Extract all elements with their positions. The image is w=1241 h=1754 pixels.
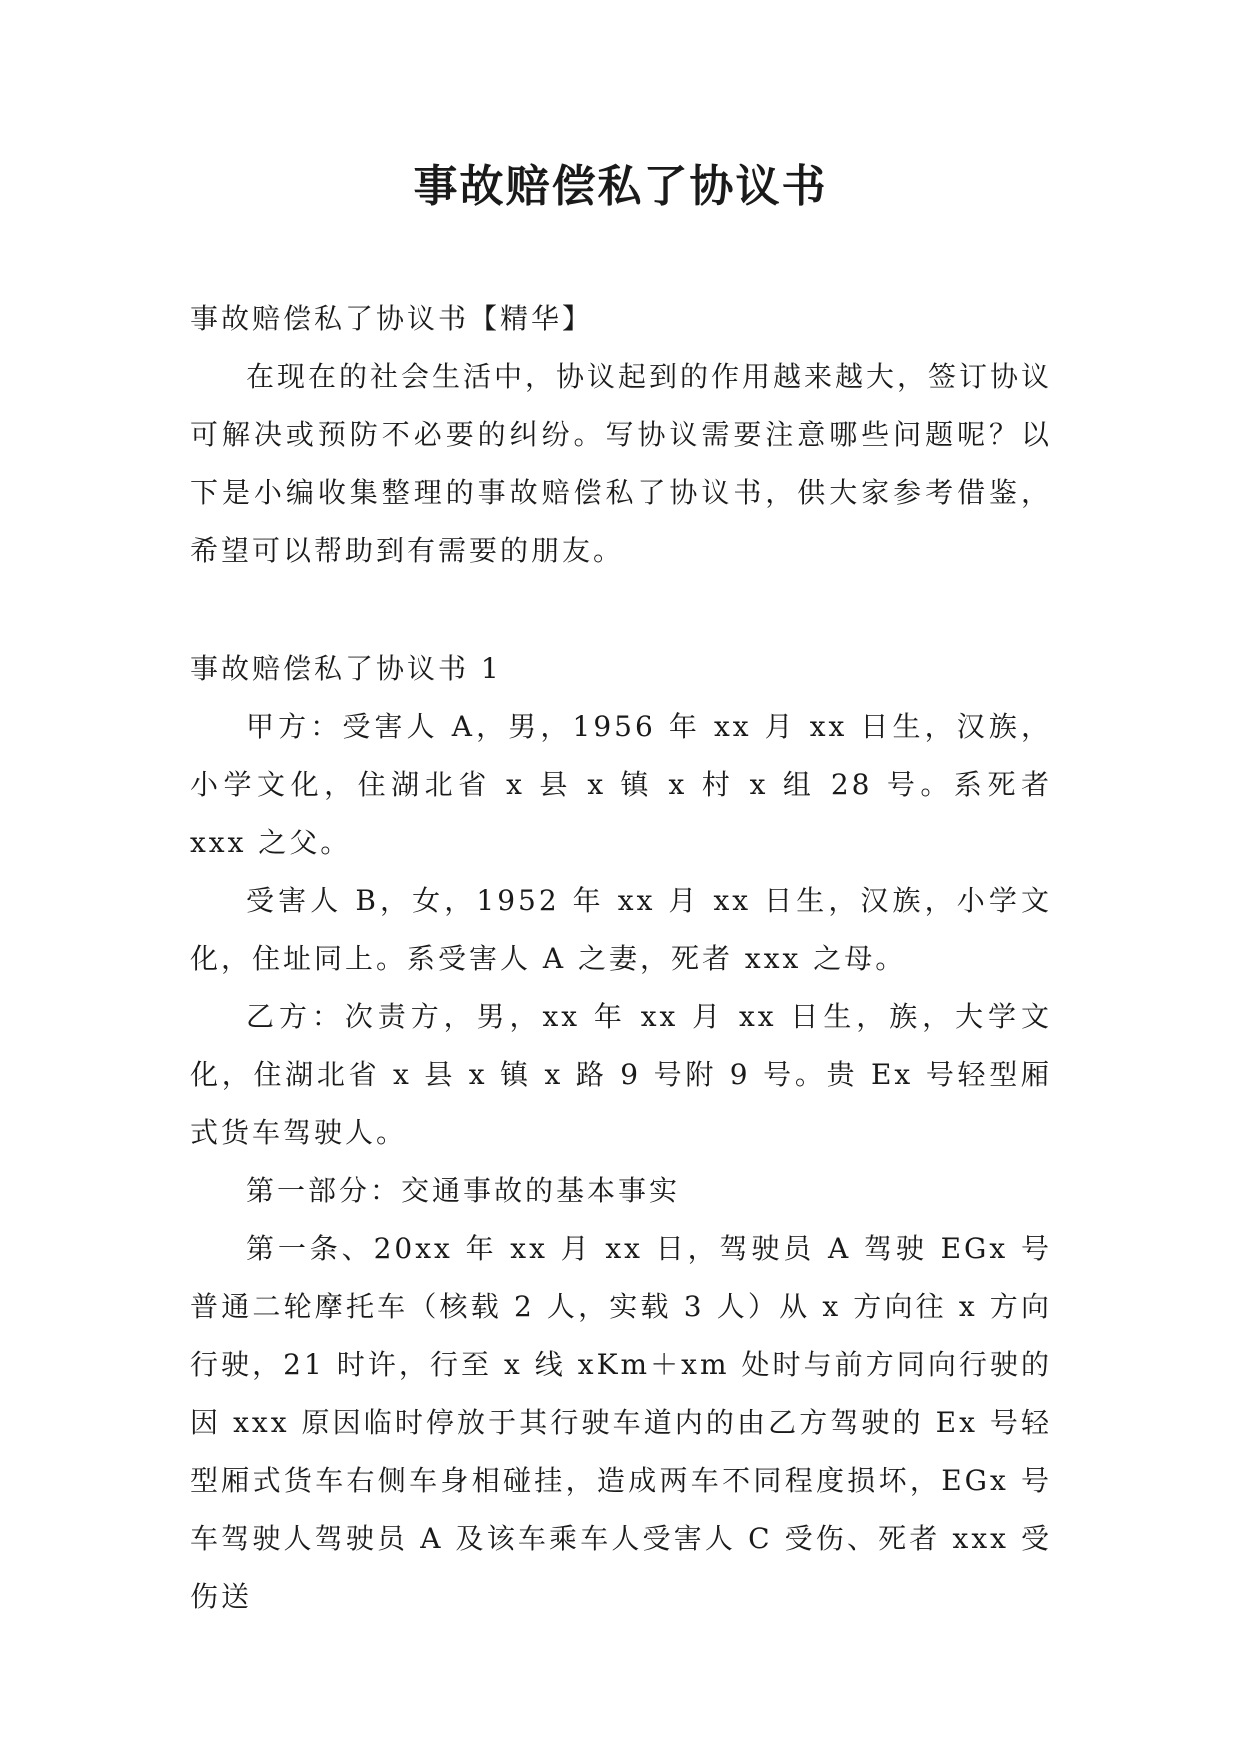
part-one-heading: 第一部分：交通事故的基本事实 [246, 1174, 681, 1207]
document-subtitle: 事故赔偿私了协议书【精华】 [190, 302, 594, 335]
article-one-paragraph: 第一条、20xx 年 xx 月 xx 日，驾驶员 A 驾驶 EGx 号普通二轮摩托车（核载 2 人，实载 3 人）从 x 方向往 x 方向行驶，21 时许，行至 x 线 xKm＋xm 处时与前方同向行驶的因 xxx 原因临时停放于其行驶车道内的由乙方驾驶的 Ex 号轻型厢式货车右侧车身相碰挂，造成两车不同程度损坏，EGx 号车驾驶人驾驶员 A 及该车乘车人受害人 C 受伤、死者 xxx 受伤送 [190, 1232, 1052, 1613]
party-a-paragraph: 甲方：受害人 A，男，1956 年 xx 月 xx 日生，汉族，小学文化，住湖北省 x 县 x 镇 x 村 x 组 28 号。系死者 xxx 之父。 [190, 710, 1052, 859]
document-title: 事故赔偿私了协议书 [413, 161, 828, 212]
section-heading: 事故赔偿私了协议书 1 [190, 652, 502, 685]
party-b-paragraph: 乙方：次责方，男，xx 年 xx 月 xx 日生，族，大学文化，住湖北省 x 县 x 镇 x 路 9 号附 9 号。贵 Ex 号轻型厢式货车驾驶人。 [190, 1000, 1052, 1149]
intro-paragraph: 在现在的社会生活中，协议起到的作用越来越大，签订协议可解决或预防不必要的纠纷。写协议需要注意哪些问题呢？以下是小编收集整理的事故赔偿私了协议书，供大家参考借鉴，希望可以帮助到有需要的朋友。 [190, 360, 1053, 567]
document-body [190, 290, 1052, 1626]
victim-b-paragraph: 受害人 B，女，1952 年 xx 月 xx 日生，汉族，小学文化，住址同上。系受害人 A 之妻，死者 xxx 之母。 [190, 884, 1052, 975]
section-spacer [190, 580, 1052, 640]
